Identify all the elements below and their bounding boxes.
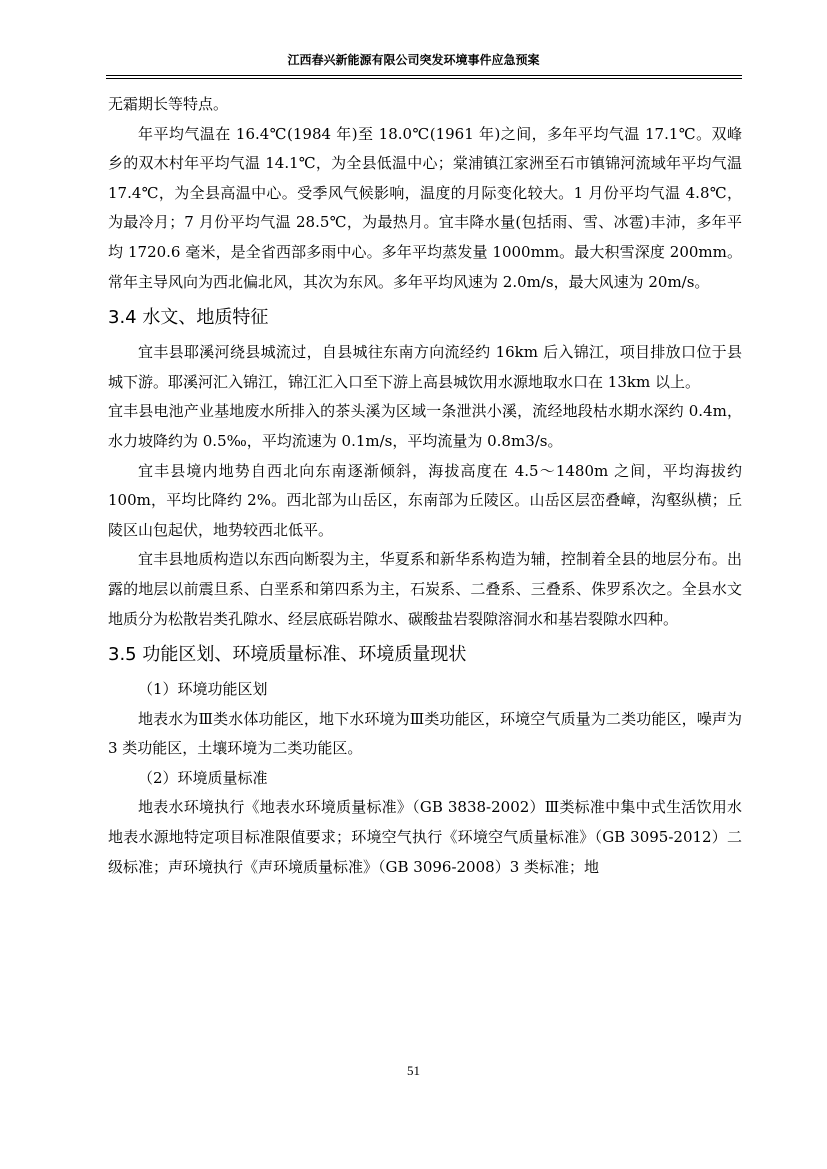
paragraph-frost: 无霜期长等特点。: [108, 95, 229, 113]
document-body: [108, 90, 742, 882]
paragraph-terrain: 宜丰县境内地势自西北向东南逐渐倾斜，海拔高度在 4.5～1480m 之间，平均海拔约 100m，平均比降约 2%。西北部为山岳区，东南部为丘陵区。山岳区层峦叠嶂，沟壑纵横；丘陵区山包起伏，地势较西北低平。: [108, 461, 742, 539]
page-header: 江西春兴新能源有限公司突发环境事件应急预案: [287, 53, 540, 67]
paragraph-geology: 宜丰县地质构造以东西向断裂为主，华夏系和新华系构造为辅，控制着全县的地层分布。出露的地层以前震旦系、白垩系和第四系为主，石炭系、二叠系、三叠系、侏罗系次之。全县水文地质分为松散岩类孔隙水、经层底砾岩隙水、碳酸盐岩裂隙溶洞水和基岩裂隙水四种。: [108, 550, 742, 628]
section-heading-3-4: 3.4 水文、地质特征: [108, 307, 269, 329]
subheading-zoning: （1）环境功能区划: [138, 680, 268, 699]
section-heading-3-5: 3.5 功能区划、环境质量标准、环境质量现状: [108, 644, 467, 666]
paragraph-zoning: 地表水为Ⅲ类水体功能区，地下水环境为Ⅲ类功能区，环境空气质量为二类功能区，噪声为 3 类功能区，土壤环境为二类功能区。: [108, 709, 742, 758]
subheading-standards: （2）环境质量标准: [138, 768, 268, 787]
paragraph-hydrology-river: 宜丰县耶溪河绕县城流过，自县城往东南方向流经约 16km 后入锦江，项目排放口位于县城下游。耶溪河汇入锦江，锦江汇入口至下游上高县城饮用水源地取水口在 13km 以上。: [108, 343, 742, 391]
paragraph-standards: 地表水环境执行《地表水环境质量标准》（GB 3838-2002）Ⅲ类标准中集中式生活饮用水地表水源地特定项目标准限值要求；环境空气执行《环境空气质量标准》（GB 3095-2012）二级标准；声环境执行《声环境质量标准》（GB 3096-2008）3 类标准；地: [108, 798, 742, 876]
header-rule: [106, 75, 742, 79]
paragraph-temperature: 年平均气温在 16.4℃(1984 年)至 18.0℃(1961 年)之间，多年平均气温 17.1℃。双峰乡的双木村年平均气温 14.1℃，为全县低温中心；棠浦镇江家洲至石市镇锦河流域年平均气温 17.4℃，为全县高温中心。受季风气候影响，温度的月际变化较大。1 月份平均气温 4.8℃，为最冷月；7 月份平均气温 28.5℃，为最热月。宜丰降水量(包括雨、雪、冰雹)丰沛，多年平均 1720.6 毫米，是全省西部多雨中心。多年平均蒸发量 1000mm。最大积雪深度 200mm。常年主导风向为西北偏北风，其次为东风。多年平均风速为 2.0m/s，最大风速为 20m/s。: [108, 124, 742, 291]
page-number: 51: [407, 1063, 420, 1078]
paragraph-hydrology-stream: 宜丰县电池产业基地废水所排入的茶头溪为区域一条泄洪小溪，流经地段枯水期水深约 0.4m，水力坡降约为 0.5‰，平均流速为 0.1m/s，平均流量为 0.8m3/s。: [108, 402, 742, 450]
